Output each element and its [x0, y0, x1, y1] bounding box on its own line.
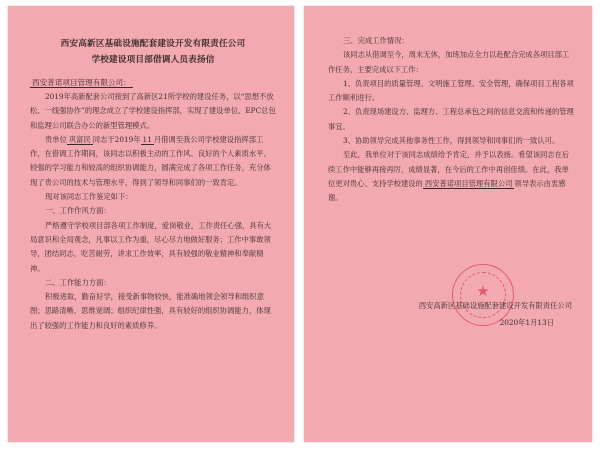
employee-name: 巩富民: [68, 134, 91, 144]
body-mid: 同志于2019年: [92, 134, 141, 144]
work-item-2: 2、负责现场建设方、监理方、工程总承包之间的信息交流和传递的管理事宜。: [328, 107, 574, 131]
letter-page-left: [8, 6, 294, 442]
letter-page-right: [304, 6, 592, 442]
summary-intro: 现对该同志工作鉴定如下：: [45, 192, 133, 202]
seal-star-icon: ★: [476, 282, 490, 300]
closing-text-2: 领导表示由衷感谢。: [328, 178, 566, 203]
section2-text: 积极进取，勤奋好学，接受新事物较快，能准确地领会领导和组织意图；思路清晰，思维宽阔；组织纪律性强，具有较好的组织协调能力，体现出了较强的工作能力和良好的素质修养。: [30, 292, 271, 330]
section3-intro: 该同志从借调至今，周末无休，加班加点全力以赴配合完成各项目部工作任务，主要完成以下工作：: [328, 50, 570, 74]
body-prefix: 贵单位: [45, 134, 67, 144]
work-item-3: 3、协助领导完成其他事务性工作，得到领导和同事们的一致认可。: [343, 136, 560, 146]
letter-title-line-1: 西安高新区基础设施配套建设开发有限责任公司: [60, 39, 246, 49]
intro-paragraph: 2019年高新配套公司接到了高新区21所学校的建设任务，以“思想不放松、一线强协作”的理念成立了学校建设指挥部，实现了建设单位、EPC总包和监理公司联合办公的新型管理模式。: [30, 92, 276, 130]
company-underlined: 西安普诺项目管理有限公司: [424, 178, 513, 188]
section1-heading: 一、工作作风方面：: [45, 206, 111, 216]
section3-heading: 三、完成工作情况：: [343, 36, 409, 45]
recipient-company: 西安普诺项目管理有限公司：: [32, 78, 131, 87]
closing-paragraph: [328, 148, 574, 205]
recipient: [30, 76, 276, 90]
letter-title-line-2: 学校建设项目部借调人员表扬信: [91, 55, 215, 65]
section2-heading: 二、工作能力方面：: [45, 277, 111, 287]
month-field: 11: [142, 134, 152, 144]
employee-paragraph: [30, 133, 276, 190]
signature-organization: 西安高新区基础设施配套建设开发有限责任公司: [418, 301, 572, 310]
work-item-1: 1、负责项目的质量管理、文明施工管理、安全管理，确保项目工程各项工作顺利进行。: [328, 78, 574, 103]
closing-text-1: 至此，我单位对于该同志成绩给予肯定，并予以表扬。希望该同志在后续工作中能够再接再厉，成绩显著，在今后的工作中再创佳绩。在此，我单位更对贵心、支持学校建设的: [328, 150, 570, 188]
section1-text: 严格遵守学校项目部各项工作制度，爱岗敬业，工作责任心强，具有大局意识和全局观念，凡事以工作为重，尽心尽力地做好服务；工作中事敢领导，团结同志，吃苦耐劳，讲求工作效率，具有较强的敬业精神和奉献精神。: [30, 220, 272, 273]
signature-date: 2020年1月13日: [499, 318, 554, 327]
body-rest: 月借调至我公司学校建设指挥部工作，在借调工作期间，该同志以积极主动的工作风、良好的个人素质水平、较强的学习能力和较高的组织协调能力，圆满完成了各项工作任务，充分体现了贵公司的技术与管理水平，得到了领导和同事们的一致肯定。: [30, 134, 271, 187]
